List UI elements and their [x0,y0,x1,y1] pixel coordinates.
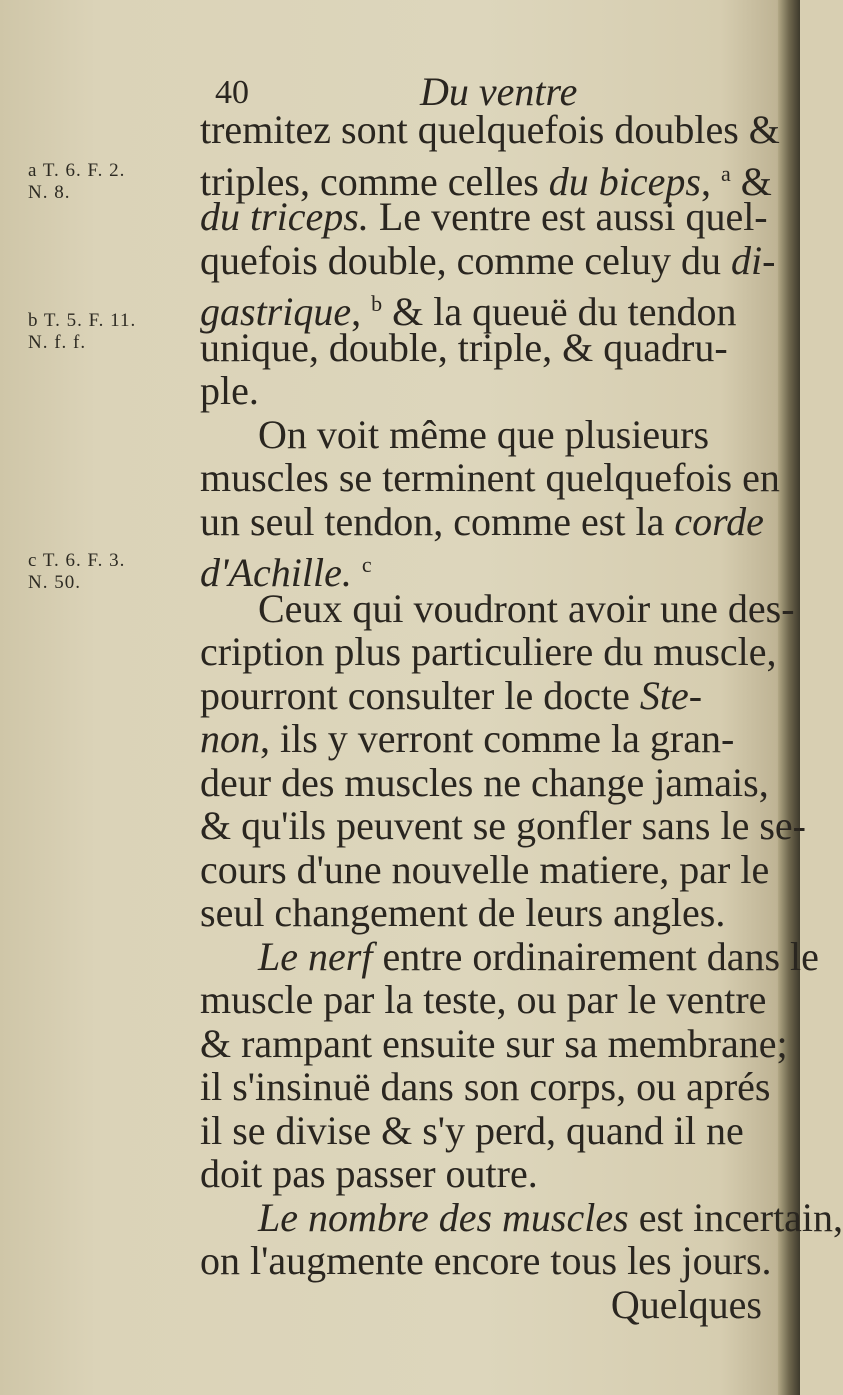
text-line: cription plus particuliere du muscle, [200,629,777,674]
margin-note-line: N. 50. [28,572,81,593]
text-line: muscle par la teste, ou par le ventre [200,977,767,1022]
margin-note-c [28,550,125,594]
text-line: il s'insinuë dans son corps, ou aprés [200,1064,771,1109]
text-line: deur des muscles ne change jamais, [200,759,769,805]
text-line: il se divise & s'y perd, quand il ne [200,1107,744,1153]
text-line: doit pas passer outre. [200,1151,538,1196]
text-line: non, ils y verront comme la gran- [200,716,735,761]
text-line: Le nombre des muscles est incertain, [258,1194,843,1240]
footnote-ref-b: b [371,291,383,316]
text-line: seul changement de leurs angles. [200,890,726,935]
text-line: un seul tendon, comme est la corde [200,498,764,544]
text-line: on l'augmente encore tous les jours. [200,1238,772,1283]
text-line: cours d'une nouvelle matiere, par le [200,846,770,892]
margin-note-line: a T. 6. F. 2. [28,160,126,181]
page-number: 40 [215,74,249,111]
text-line: unique, double, triple, & quadru- [200,324,728,370]
text-line: & qu'ils peuvent se gonfler sans le se- [200,803,806,848]
margin-note-a [28,160,125,204]
text-line: muscles se terminent quelquefois en [200,455,780,500]
body-text [200,107,843,1327]
footnote-ref-a: a [720,160,731,186]
margin-note-b [28,310,136,354]
page-edge [778,0,800,1395]
text-line: Le nerf entre ordinairement dans le [258,933,819,979]
text-line: Ceux qui voudront avoir une des- [258,585,795,631]
text-line: gastrique, $^b$ & la queuë du tendon [200,289,737,334]
text-line: On voit même que plusieurs [258,411,710,457]
margin-note-line: c T. 6. F. 3. [28,550,126,571]
text-line: & rampant ensuite sur sa membrane; [200,1020,788,1066]
text-line: du triceps. Le ventre est aussi quel- [200,194,768,239]
catchword: Quelques [610,1281,762,1327]
text-line: tremitez sont quelquefois doubles & [200,107,780,152]
margin-note-line: N. f. f. [28,332,87,353]
margin-note-line: N. 8. [28,182,71,203]
margin-note-line: b T. 5. F. 11. [28,310,137,331]
text-line: ple. [200,368,259,413]
text-line: d'Achille. $^c$ [200,550,372,595]
text-line: triples, comme celles du biceps, $^a$ & [200,158,772,204]
footnote-ref-c: c [361,552,372,577]
text-line: quefois double, comme celuy du di- [200,237,776,283]
text-line: pourront consulter le docte Ste- [200,672,703,718]
running-head: Du ventre [420,69,578,114]
